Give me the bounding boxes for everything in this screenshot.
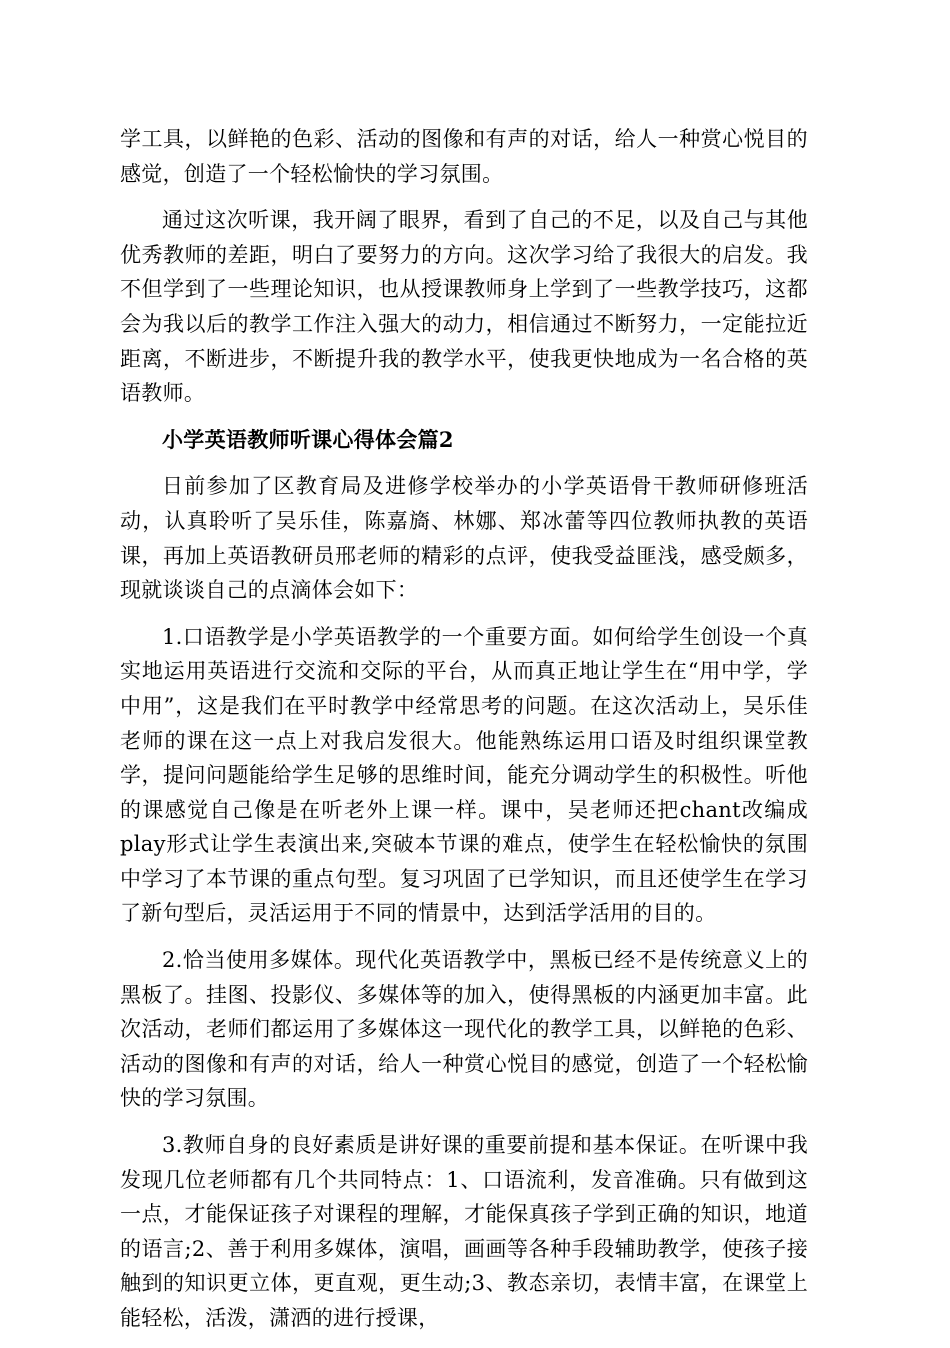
paragraph-point-2: 2.恰当使用多媒体。现代化英语教学中，黑板已经不是传统意义上的黑板了。挂图、投影仪、多媒体等的加入，使得黑板的内涵更加丰富。此次活动，老师们都运用了多媒体这一现代化的教学工具，以鲜艳的色彩、活动的图像和有声的对话，给人一种赏心悦目的感觉，创造了一个轻松愉快的学习氛围。 <box>120 948 808 1111</box>
paragraph-conclusion: 通过这次听课，我开阔了眼界，看到了自己的不足，以及自己与其他优秀教师的差距，明白了要努力的方向。这次学习给了我很大的启发。我不但学到了一些理论知识，也从授课教师身上学到了一些教学技巧，这都会为我以后的教学工作注入强大的动力，相信通过不断努力，一定能拉近距离，不断进步，不断提升我的教学水平，使我更快地成为一名合格的英语教师。 <box>120 208 808 406</box>
paragraph-intro: 日前参加了区教育局及进修学校举办的小学英语骨干教师研修班活动，认真聆听了吴乐佳，陈嘉旖、林娜、郑冰蕾等四位教师执教的英语课，再加上英语教研员邢老师的精彩的点评，使我受益匪浅，感受颇多，现就谈谈自己的点滴体会如下： <box>120 474 808 603</box>
paragraph-point-1: 1.口语教学是小学英语教学的一个重要方面。如何给学生创设一个真实地运用英语进行交流和交际的平台，从而真正地让学生在“用中学，学中用”，这是我们在平时教学中经常思考的问题。在这次活动上，吴乐佳老师的课在这一点上对我启发很大。他能熟练运用口语及时组织课堂教学，提问问题能给学生足够的思维时间，能充分调动学生的积极性。听他的课感觉自己像是在听老外上课一样。课中，吴老师还把chant改编成play形式让学生表演出来,突破本节课的难点，使学生在轻松愉快的氛围中学习了本节课的重点句型。复习巩固了已学知识，而且还使学生在学习了新句型后，灵活运用于不同的情景中，达到活学活用的目的。 <box>120 624 808 926</box>
paragraph-point-3: 3.教师自身的良好素质是讲好课的重要前提和基本保证。在听课中我发现几位老师都有几个共同特点：1、口语流利，发音准确。只有做到这一点，才能保证孩子对课程的理解，才能保真孩子学到正确的知识，地道的语言;2、善于利用多媒体，演唱，画画等各种手段辅助教学，使孩子接触到的知识更立体，更直观，更生动;3、教态亲切，表情丰富，在课堂上能轻松，活泼，潇洒的进行授课， <box>120 1133 808 1330</box>
paragraph-continued: 学工具，以鲜艳的色彩、活动的图像和有声的对话，给人一种赏心悦目的感觉，创造了一个轻松愉快的学习氛围。 <box>120 127 808 186</box>
document-page <box>120 122 808 1348</box>
section-heading: 小学英语教师听课心得体会篇2 <box>162 426 454 452</box>
